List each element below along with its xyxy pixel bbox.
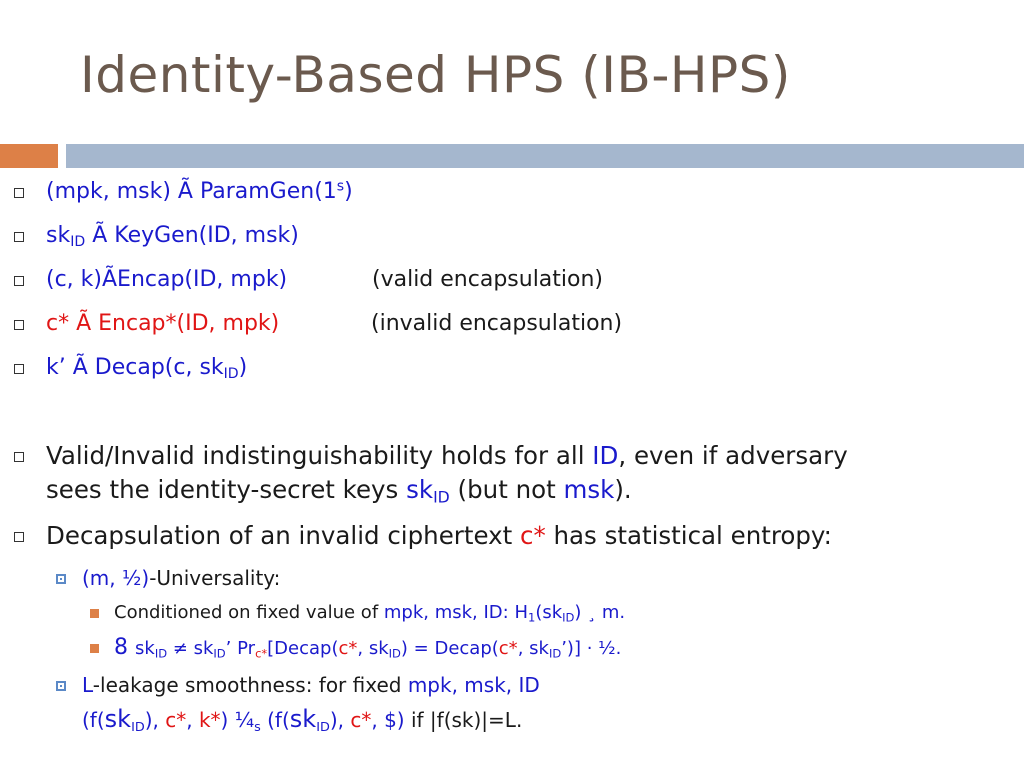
square-bullet-icon <box>14 452 24 462</box>
slide-title: Identity-Based HPS (IB-HPS) <box>80 46 791 104</box>
prop-decapsulation-entropy: Decapsulation of an invalid ciphertext c* has statistical entropy: <box>46 521 832 550</box>
def-encap: (c, k)ÃEncap(ID, mpk) (valid encapsulation) <box>46 267 604 292</box>
square-bullet-icon <box>14 532 24 542</box>
universality-forall: 8 $sk_{ID} \ne sk_{ID}$’ $Pr_{c*}[Decap(c*$, $sk_{ID}$) = Decap(c*, $sk_{ID}$’)] · ½. <box>114 635 622 661</box>
square-bullet-icon <box>14 320 24 330</box>
def-encap-star: c* Ã Encap*(ID, mpk) (invalid encapsulation) <box>46 311 623 336</box>
square-bullet-icon <box>14 232 24 242</box>
title-accent-bar-orange <box>0 144 58 168</box>
title-accent-bar-blue <box>66 144 1024 168</box>
square-bullet-icon <box>14 364 24 374</box>
level3-bullet-icon <box>90 644 99 653</box>
level3-bullet-icon <box>90 609 99 618</box>
leakage-smoothness-heading: L-leakage smoothness: for fixed mpk, msk, ID <box>82 673 540 697</box>
def-keygen: $sk_{ID}$ Ã KeyGen(ID, msk) <box>46 223 299 251</box>
def-decap: k’ Ã Decap(c, $sk_{ID}$) <box>46 355 248 383</box>
def-paramgen: (mpk, msk) Ã ParamGen(1$^s$) <box>46 178 353 204</box>
leakage-smoothness-formula: ($f(sk_{ID})$, c*, k*) $\frac{1}{4}_s$ ($f(sk_{ID})$, c*, $) if |f(sk)|=L. <box>82 705 523 735</box>
prop-indistinguishability-line1: Valid/Invalid indistinguishability holds for all ID, even if adversary <box>46 441 848 470</box>
level2-bullet-icon <box>56 574 66 584</box>
universality-conditioned: Conditioned on fixed value of mpk, msk, ID: $H_1(sk_{ID})$ ¸ m. <box>114 602 626 625</box>
square-bullet-icon <box>14 188 24 198</box>
square-bullet-icon <box>14 276 24 286</box>
prop-indistinguishability-line2: sees the identity-secret keys $sk_{ID}$ (but not msk). <box>46 475 632 507</box>
universality-heading: (m, ½)-Universality: <box>82 566 281 590</box>
level2-bullet-icon <box>56 681 66 691</box>
